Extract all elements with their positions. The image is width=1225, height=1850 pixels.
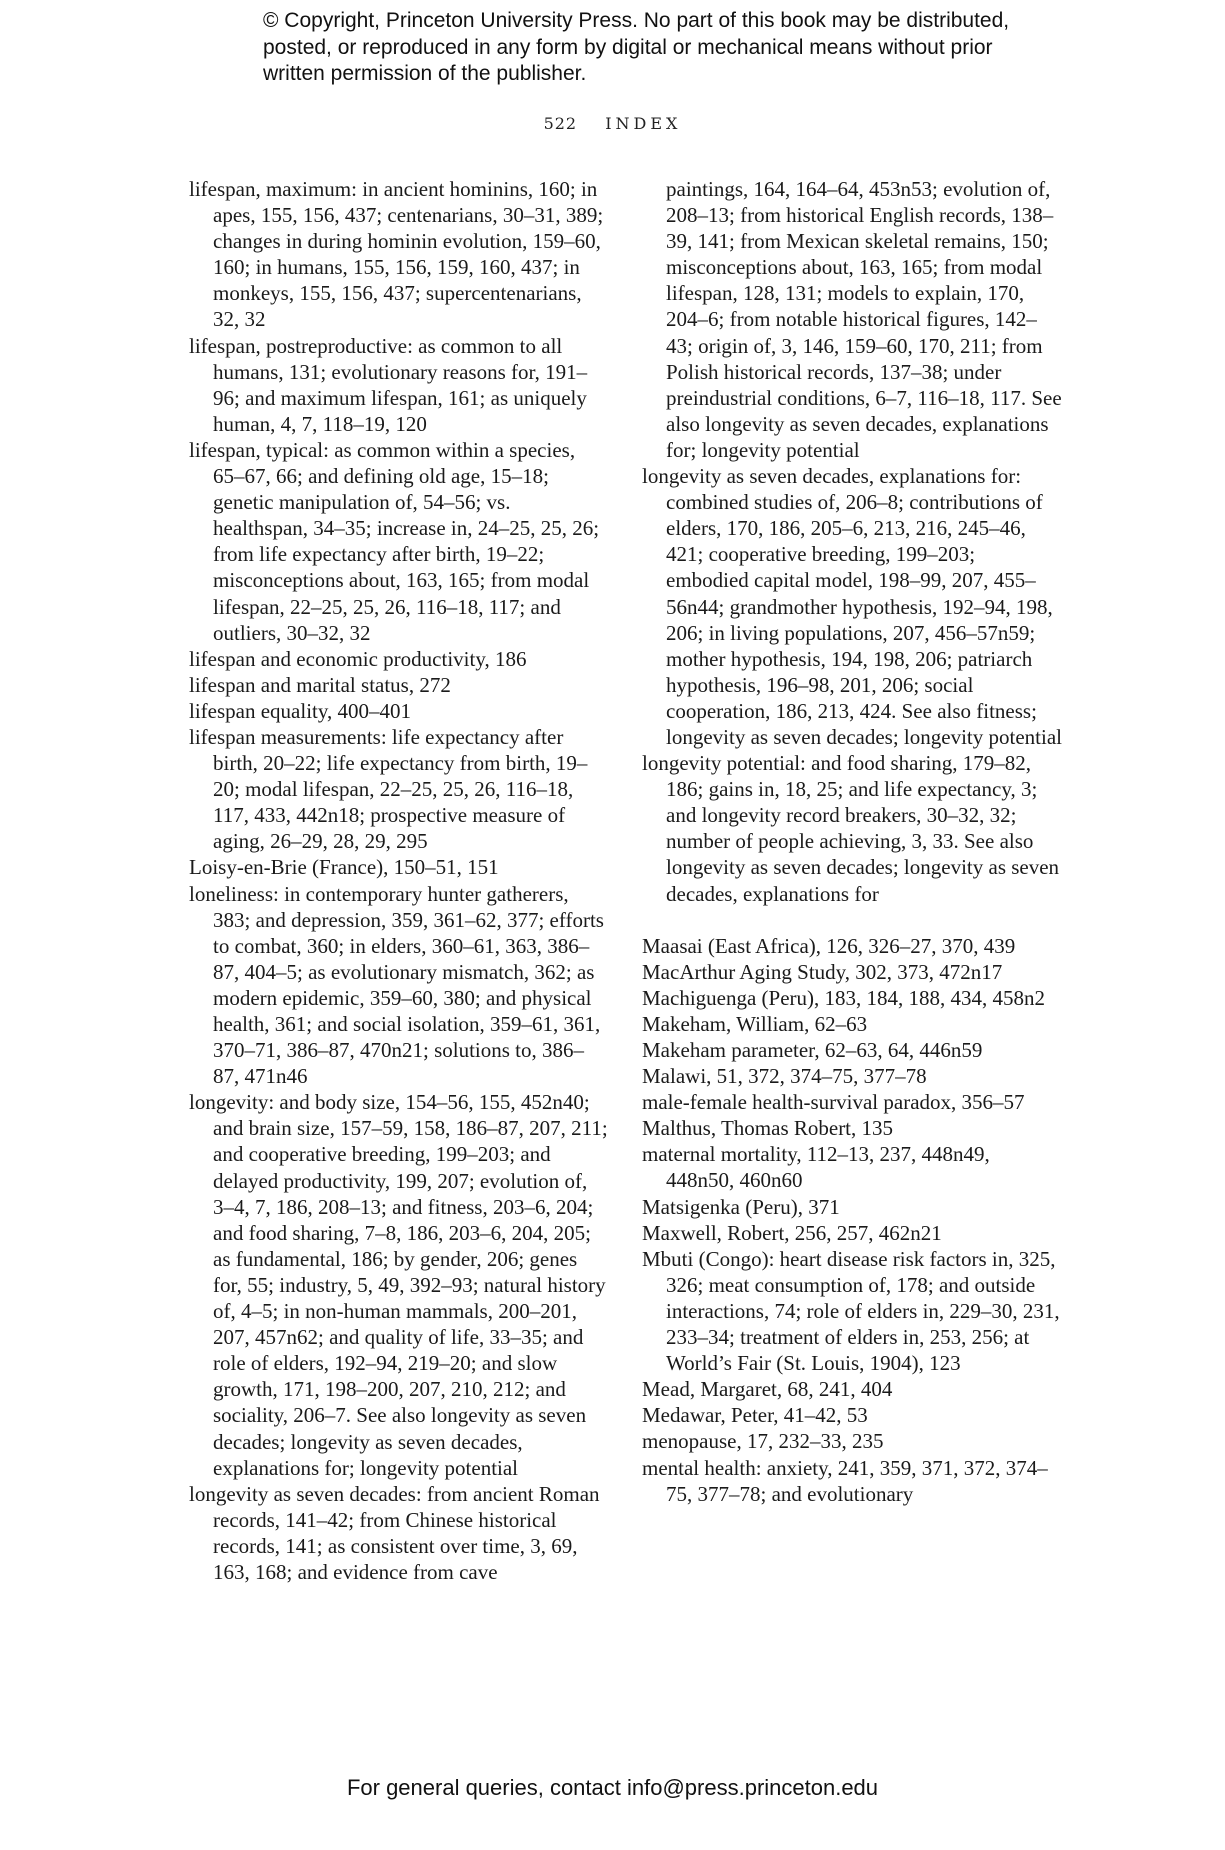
index-entry: Maasai (East Africa), 126, 326–27, 370, 439	[642, 933, 1016, 958]
running-head	[0, 114, 1225, 133]
contact-footer: For general queries, contact info@press.princeton.edu	[346, 1775, 879, 1800]
index-entry: Medawar, Peter, 41–42, 53	[642, 1403, 868, 1428]
index-entry: mental health: anxiety, 241, 359, 371, 372, 374–75, 377–78; and evolutionary	[642, 1455, 1048, 1506]
index-entry: Makeham, William, 62–63	[642, 1011, 868, 1036]
index-entry: maternal mortality, 112–13, 237, 448n49, 448n50, 460n60	[642, 1142, 990, 1193]
index-entry: Machiguenga (Peru), 183, 184, 188, 434, 458n2	[642, 985, 1046, 1010]
copyright-notice: © Copyright, Princeton University Press. No part of this book may be distributed, posted, or reproduced in any form by digital or mechanical means without prior written permission of the publisher.	[263, 9, 1010, 85]
index-entry: lifespan and economic productivity, 186	[189, 646, 527, 671]
index-column-left	[189, 176, 609, 1585]
letter-section-gap	[642, 907, 1062, 933]
index-entry: Malawi, 51, 372, 374–75, 377–78	[642, 1064, 927, 1089]
index-entry: menopause, 17, 232–33, 235	[642, 1429, 884, 1454]
index-entry: lifespan, postreproductive: as common to all humans, 131; evolutionary reasons for, 191–96; and maximum lifespan, 161; as uniquely human, 4, 7, 118–19, 120	[189, 333, 588, 436]
index-entry: longevity as seven decades: from ancient Roman records, 141–42; from Chinese historical records, 141; as consistent over time, 3, 69, 163, 168; and evidence from cave	[189, 1481, 600, 1584]
index-entry: lifespan and marital status, 272	[189, 672, 451, 697]
index-entry: Makeham parameter, 62–63, 64, 446n59	[642, 1038, 983, 1062]
index-entry: lifespan, typical: as common within a species, 65–67, 66; and defining old age, 15–18; genetic manipulation of, 54–56; vs. healthspan, 34–35; increase in, 24–25, 25, 26; from life expectancy after birth, 19–22; misconceptions about, 163, 165; from modal lifespan, 22–25, 25, 26, 116–18, 117; and outliers, 30–32, 32	[189, 437, 600, 645]
index-entry: lifespan measurements: life expectancy after birth, 20–22; life expectancy from birth, 19–20; modal lifespan, 22–25, 25, 26, 116–18, 117, 433, 442n18; prospective measure of aging, 26–29, 28, 29, 295	[189, 724, 588, 854]
index-entry-continuation: paintings, 164, 164–64, 453n53; evolution of, 208–13; from historical English records, 138–39, 141; from Mexican skeletal remains, 150; misconceptions about, 163, 165; from modal lifespan, 128, 131; models to explain, 170, 204–6; from notable historical figures, 142–43; origin of, 3, 146, 159–60, 170, 211; from Polish historical records, 137–38; under preindustrial conditions, 6–7, 116–18, 117. See also longevity as seven decades, explanations for; longevity potential	[666, 177, 1062, 462]
index-column-right	[642, 176, 1062, 1507]
index-entry: male-female health-survival paradox, 356–57	[642, 1090, 1025, 1115]
index-entry: lifespan, maximum: in ancient hominins, 160; in apes, 155, 156, 437; centenarians, 30–31, 389; changes in during hominin evolution, 159–60, 160; in humans, 155, 156, 159, 160, 437; in monkeys, 155, 156, 437; supercentenarians, 32, 32	[189, 177, 604, 332]
index-entry: Malthus, Thomas Robert, 135	[642, 1116, 894, 1141]
index-entry: longevity as seven decades, explanations for: combined studies of, 206–8; contributions of elders, 170, 186, 205–6, 213, 216, 245–46, 421; cooperative breeding, 199–203; embodied capital model, 198–99, 207, 455–56n44; grandmother hypothesis, 192–94, 198, 206; in living populations, 207, 456–57n59; mother hypothesis, 194, 198, 206; patriarch hypothesis, 196–98, 201, 206; social cooperation, 186, 213, 424. See also fitness; longevity as seven decades; longevity potential	[642, 464, 1062, 749]
index-entry: MacArthur Aging Study, 302, 373, 472n17	[642, 959, 1003, 984]
index-entry: longevity potential: and food sharing, 179–82, 186; gains in, 18, 25; and life expectancy, 3; and longevity record breakers, 30–32, 32; number of people achieving, 3, 33. See also longevity as seven decades; longevity as seven decades, explanations for	[642, 751, 1060, 906]
section-label: INDEX	[605, 114, 682, 133]
index-entry: Matsigenka (Peru), 371	[642, 1194, 840, 1219]
index-entry: Loisy-en-Brie (France), 150–51, 151	[189, 855, 499, 880]
index-entry: Mead, Margaret, 68, 241, 404	[642, 1377, 893, 1402]
index-entry: loneliness: in contemporary hunter gatherers, 383; and depression, 359, 361–62, 377; efforts to combat, 360; in elders, 360–61, 363, 386–87, 404–5; as evolutionary mismatch, 362; as modern epidemic, 359–60, 380; and physical health, 361; and social isolation, 359–61, 361, 370–71, 386–87, 470n21; solutions to, 386–87, 471n46	[189, 881, 604, 1089]
index-entry: lifespan equality, 400–401	[189, 698, 412, 723]
page-number: 522	[543, 114, 578, 133]
index-entry: Maxwell, Robert, 256, 257, 462n21	[642, 1220, 942, 1245]
index-entry: longevity: and body size, 154–56, 155, 452n40; and brain size, 157–59, 158, 186–87, 207, 211; and cooperative breeding, 199–203; and delayed productivity, 199, 207; evolution of, 3–4, 7, 186, 208–13; and fitness, 203–6, 204; and food sharing, 7–8, 186, 203–6, 204, 205; as fundamental, 186; by gender, 206; genes for, 55; industry, 5, 49, 392–93; natural history of, 4–5; in non-human mammals, 200–201, 207, 457n62; and quality of life, 33–35; and role of elders, 192–94, 219–20; and slow growth, 171, 198–200, 207, 210, 212; and sociality, 206–7. See also longevity as seven decades; longevity as seven decades, explanations for; longevity potential	[189, 1090, 608, 1480]
index-entry: Mbuti (Congo): heart disease risk factors in, 325, 326; meat consumption of, 178; and outside interactions, 74; role of elders in, 229–30, 231, 233–34; treatment of elders in, 253, 256; at World’s Fair (St. Louis, 1904), 123	[642, 1246, 1060, 1376]
